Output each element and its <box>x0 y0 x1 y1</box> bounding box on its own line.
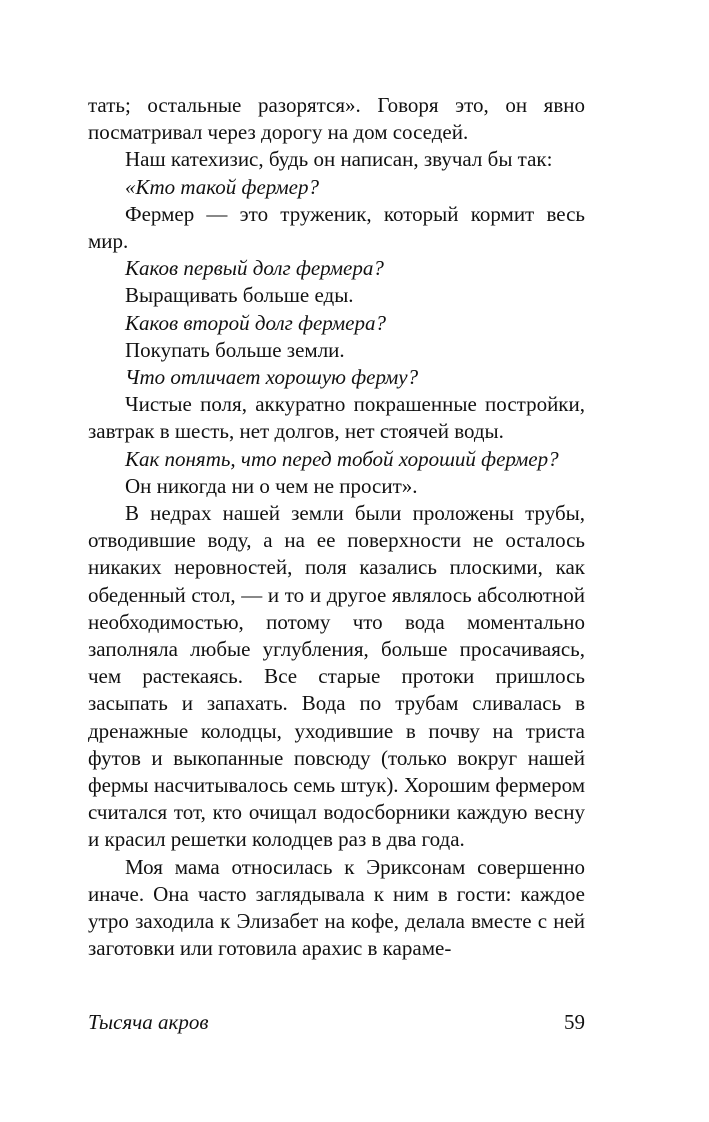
catechism-answer: Покупать больше земли. <box>125 337 345 362</box>
catechism-question: Как понять, что перед тобой хороший фермер? <box>125 446 559 471</box>
catechism-question: Каков первый долг фермера? <box>125 256 384 281</box>
catechism-answer: Выращивать больше еды. <box>125 283 354 308</box>
catechism-question: Каков второй долг фермера? <box>125 310 386 335</box>
catechism-answer: Он никогда ни о чем не просит». <box>125 473 418 498</box>
page-body <box>88 92 585 963</box>
paragraph: В недрах нашей земли были проложены трубы, отводившие воду, а на ее поверхности не осталось никаких неровностей, поля казались плоскими, как обеденный стол, — и то и другое являлось абсолютной необходимостью, потому что вода моментально заполняла любые углубления, больше просачиваясь, чем растекаясь. Все старые протоки пришлось засыпать и запахать. Вода по трубам сливалась в дренажные колодцы, уходившие в почву на триста футов и выкопанные повсюду (только вокруг нашей фермы насчитывалось семь штук). Хорошим фермером считался тот, кто очищал водосборники каждую весну и красил решетки колодцев раз в два года. <box>88 501 585 852</box>
catechism-question: Что отличает хорошую ферму? <box>125 365 419 390</box>
running-title: Тысяча акров <box>88 1010 209 1034</box>
catechism-question: «Кто такой фермер? <box>125 174 319 199</box>
paragraph: тать; остальные разорятся». Говоря это, он явно посматривал через дорогу на дом соседей. <box>88 93 585 145</box>
catechism-answer: Чистые поля, аккуратно покрашенные постройки, завтрак в шесть, нет долгов, нет стоячей воды. <box>88 392 585 444</box>
catechism-answer: Фермер — это труженик, который кормит весь мир. <box>88 201 585 254</box>
page-number: 59 <box>564 1010 585 1034</box>
paragraph: Наш катехизис, будь он написан, звучал бы так: <box>125 147 553 172</box>
paragraph: Моя мама относилась к Эриксонам совершенно иначе. Она часто заглядывала к ним в гости: каждое утро заходила к Элизабет на кофе, делала вместе с ней заготовки или готовила арахис в караме- <box>88 854 585 961</box>
